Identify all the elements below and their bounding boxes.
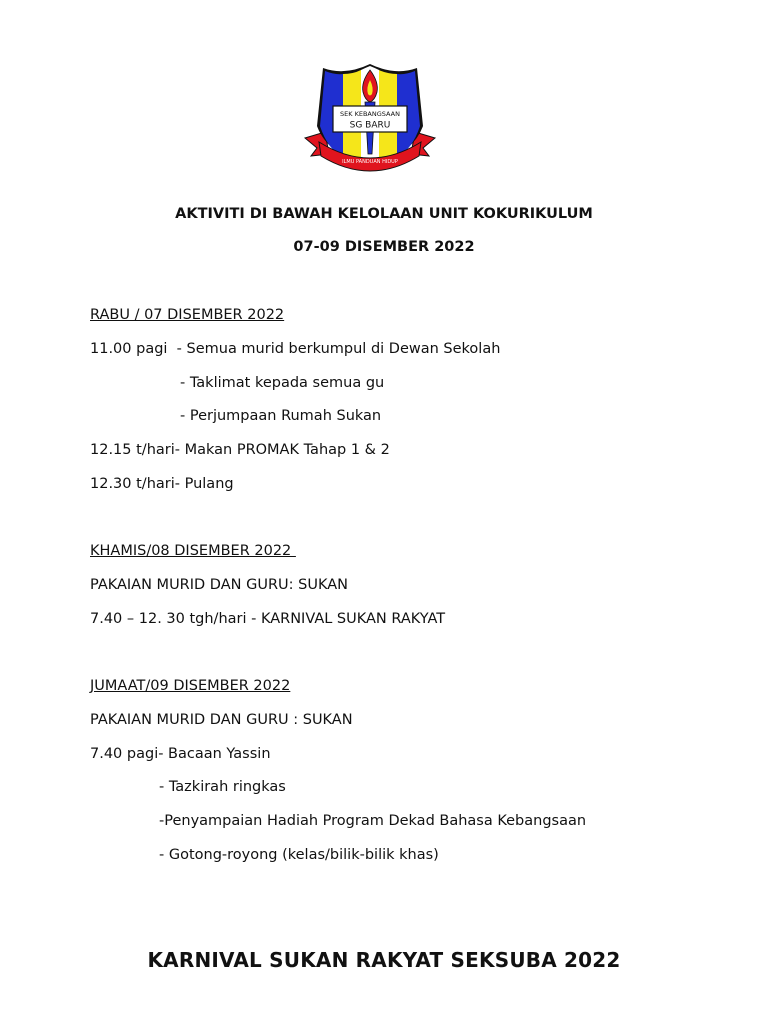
crest-school-name: SG BARU xyxy=(349,120,391,131)
schedule-line: 7.40 pagi- Bacaan Yassin xyxy=(90,746,271,762)
crest-motto: ILMU PANDUAN HIDUP xyxy=(342,159,398,165)
schedule-line: - Taklimat kepada semua gu xyxy=(180,375,385,391)
schedule-line: - Perjumpaan Rumah Sukan xyxy=(180,408,382,424)
schedule-line: -Penyampaian Hadiah Program Dekad Bahasa Kebangsaan xyxy=(159,813,587,829)
document-date-range: 07-09 DISEMBER 2022 xyxy=(293,239,475,255)
school-crest-logo xyxy=(303,62,437,186)
schedule-line: PAKAIAN MURID DAN GURU : SUKAN xyxy=(90,712,353,728)
schedule-line: 12.30 t/hari- Pulang xyxy=(90,476,234,492)
day-heading-rabu: RABU / 07 DISEMBER 2022 xyxy=(90,307,285,323)
event-title: KARNIVAL SUKAN RAKYAT SEKSUBA 2022 xyxy=(147,948,621,972)
crest-school-type: SEK KEBANGSAAN xyxy=(340,110,400,118)
schedule-line: 11.00 pagi - Semua murid berkumpul di Dewan Sekolah xyxy=(90,341,501,357)
document-title: AKTIVITI DI BAWAH KELOLAAN UNIT KOKURIKULUM xyxy=(175,206,593,222)
day-heading-jumaat: JUMAAT/09 DISEMBER 2022 xyxy=(90,678,291,694)
schedule-line: - Tazkirah ringkas xyxy=(159,779,286,795)
day-heading-khamis: KHAMIS/08 DISEMBER 2022 xyxy=(90,543,296,559)
schedule-line: - Gotong-royong (kelas/bilik-bilik khas) xyxy=(159,847,439,863)
schedule-line: 12.15 t/hari- Makan PROMAK Tahap 1 & 2 xyxy=(90,442,390,458)
schedule-line: PAKAIAN MURID DAN GURU: SUKAN xyxy=(90,577,348,593)
schedule-line: 7.40 – 12. 30 tgh/hari - KARNIVAL SUKAN RAKYAT xyxy=(90,611,446,627)
